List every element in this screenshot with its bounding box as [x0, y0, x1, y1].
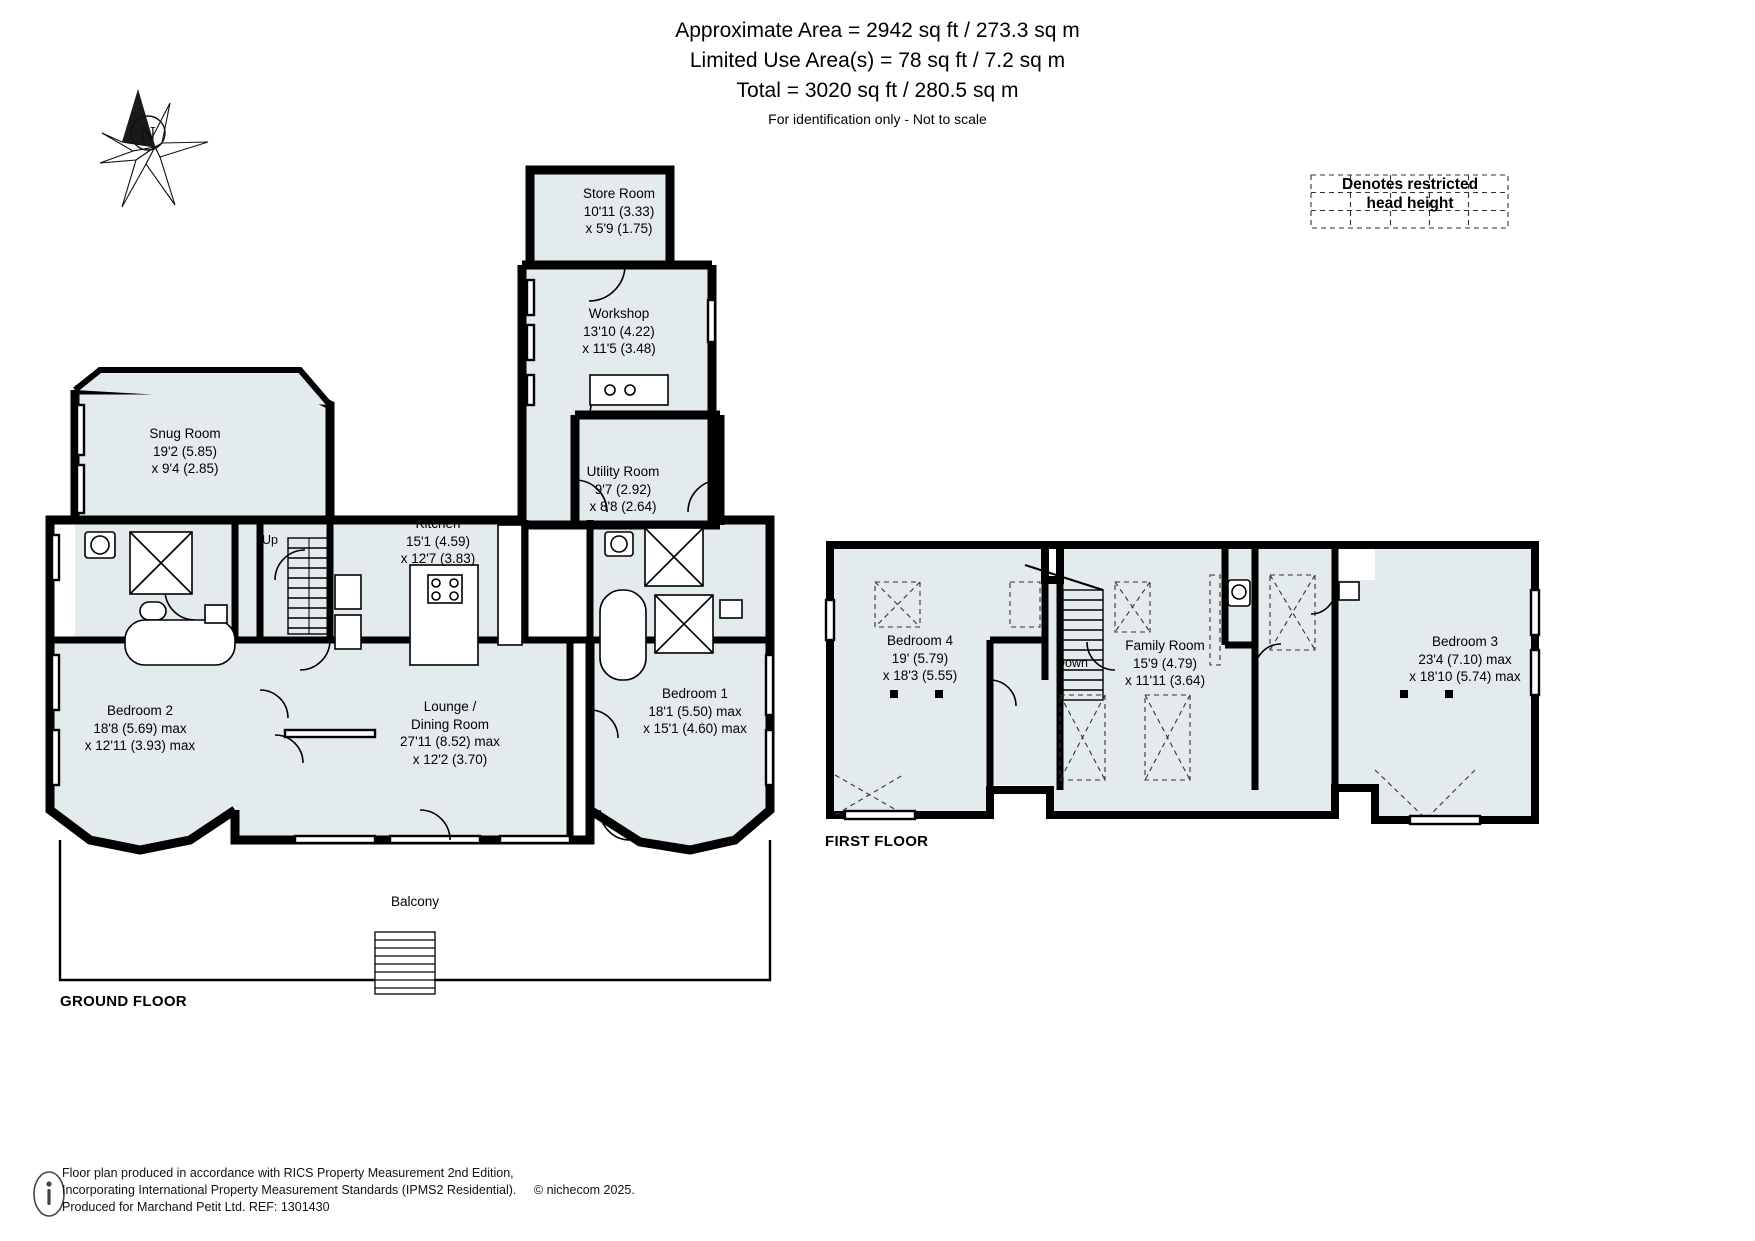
room-label-store-room: Store Room 10'11 (3.33) x 5'9 (1.75) [582, 186, 656, 236]
room-label-family-room: Family Room 15'9 (4.79) x 11'11 (3.64) [1124, 638, 1206, 688]
room-label-kitchen: Kitchen 15'1 (4.59) x 12'7 (3.83) [400, 516, 476, 566]
header-limited-area-line: Limited Use Area(s) = 78 sq ft / 7.2 sq m [689, 49, 1066, 72]
room-label-bedroom-1: Bedroom 1 18'1 (5.50) max x 15'1 (4.60) max [643, 686, 747, 736]
footer-line-3: Produced for Marchand Petit Ltd. REF: 1301430 [62, 1200, 330, 1214]
plan-header [0, 16, 1755, 132]
room-label-workshop: Workshop 13'10 (4.22) x 11'5 (3.48) [582, 306, 656, 356]
ground-floor-label: GROUND FLOOR [60, 993, 187, 1010]
room-label-snug-room: Snug Room 19'2 (5.85) x 9'4 (2.85) [149, 426, 221, 476]
room-label-utility-room: Utility Room 9'7 (2.92) x 8'8 (2.64) [586, 464, 660, 514]
room-label-bedroom-4: Bedroom 4 19' (5.79) x 18'3 (5.55) [882, 633, 958, 683]
footer-disclaimer [62, 1165, 635, 1216]
stairs-up-label: Up [262, 533, 278, 547]
room-label-bedroom-2: Bedroom 2 18'8 (5.69) max x 12'11 (3.93) max [84, 703, 196, 753]
legend-line-2: head height [1366, 195, 1454, 212]
room-label-lounge-dining-room: Lounge / Dining Room 27'11 (8.52) max x 12'2 (3.70) [400, 699, 500, 767]
header-disclaimer: For identification only - Not to scale [768, 111, 987, 127]
legend-text [1305, 175, 1515, 213]
svg-text:N: N [140, 122, 156, 146]
stairs-down-label: Down [1056, 656, 1088, 670]
legend-line-1: Denotes restricted [1341, 176, 1479, 193]
info-icon [32, 1170, 66, 1218]
header-area-line: Approximate Area = 2942 sq ft / 273.3 sq m [675, 19, 1080, 42]
first-floor-label: FIRST FLOOR [825, 833, 929, 850]
room-label-bedroom-3: Bedroom 3 23'4 (7.10) max x 18'10 (5.74) max [1409, 634, 1521, 684]
room-label-balcony: Balcony [390, 894, 440, 909]
footer-copyright: © nichecom 2025. [533, 1183, 635, 1197]
footer-line-1: Floor plan produced in accordance with RICS Property Measurement 2nd Edition, [62, 1166, 514, 1180]
footer-line-2: Incorporating International Property Measurement Standards (IPMS2 Residential). [62, 1183, 517, 1197]
header-total-line: Total = 3020 sq ft / 280.5 sq m [736, 79, 1019, 102]
